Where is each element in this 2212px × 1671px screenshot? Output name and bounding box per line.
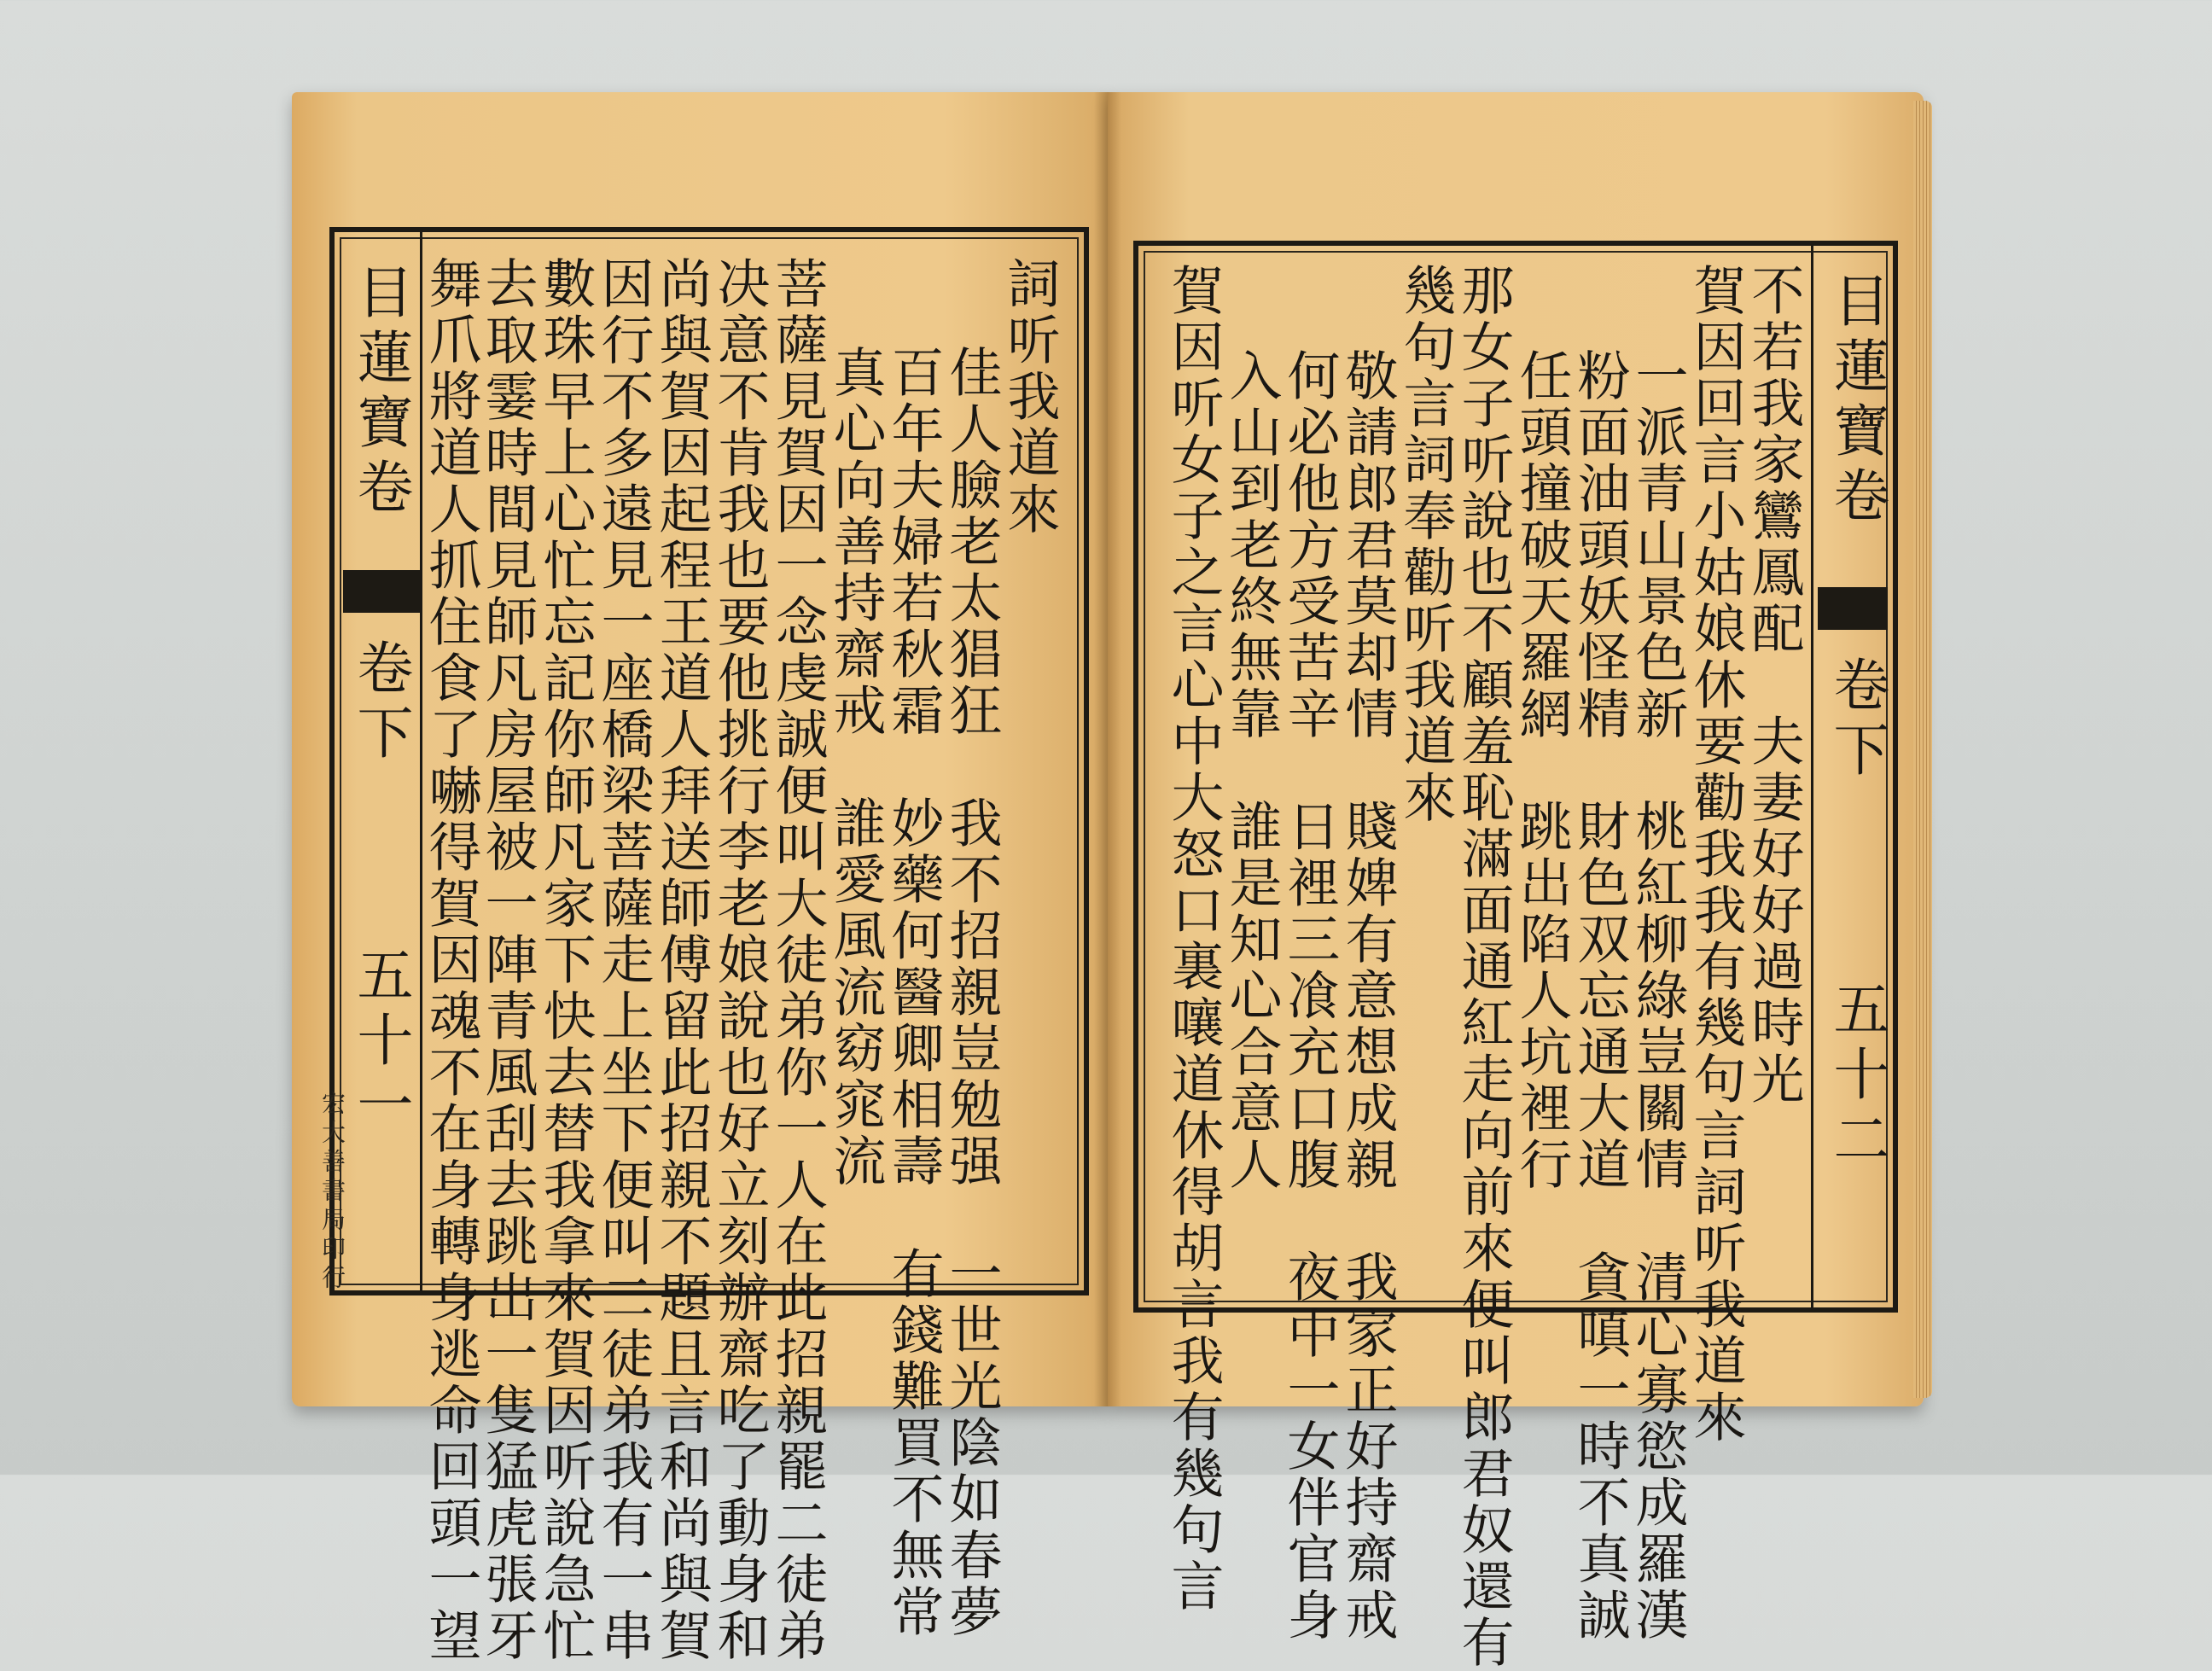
right-column: 敬請郎君莫却情 賤婢有意想成親 我家正好持齋戒 — [1336, 348, 1399, 1644]
left-gutter-volume: 卷下 — [347, 638, 413, 768]
right-column: 入山到老終無靠 誰是知心合意人 — [1220, 348, 1283, 1193]
right-column: 賀因回言小姑娘休要勸我我有幾句言詞听我道來 — [1685, 263, 1747, 1446]
left-column: 詞听我道來 — [998, 256, 1061, 538]
right-gutter-title: 目蓮寶卷 — [1824, 271, 1889, 531]
right-column: 粉面油頭妖怪精 財色双忘通大道 貪嗔一時不真誠 — [1569, 348, 1631, 1644]
left-column: 尚與賀因起程王道人拜送師傅留此招親不題且言和尚與賀 — [650, 256, 713, 1664]
right-column: 不若我家鸞鳳配 夫妻好好過時光 — [1743, 263, 1805, 1108]
right-column: 那女子听說也不顧羞恥滿面通紅走向前來便叫郎君奴還有 — [1452, 263, 1515, 1671]
right-gutter-rule — [1811, 246, 1813, 1307]
left-column: 真心向善持齋戒 誰愛風流窈窕流 — [824, 345, 887, 1190]
left-column: 因行不多遠見一座橋梁菩薩走上坐下便叫二徒弟我有一串 — [592, 256, 655, 1664]
right-column: 任頭撞破天羅網 跳出陷人坑裡行 — [1511, 348, 1573, 1193]
page-edges — [1913, 101, 1932, 1398]
left-column: 百年夫婦若秋霜 妙藥何醫卿相壽 有錢難買不無常 — [882, 345, 945, 1640]
right-column: 賀因听女子之言心中大怒口裏嚷道休得胡言我有幾句言 — [1162, 263, 1225, 1615]
right-column: 何必他方受苦辛 日裡三飡充口腹 夜中一女伴官身 — [1278, 348, 1341, 1644]
left-publisher: 宏大善書局印行 — [318, 1091, 346, 1294]
book-spine — [1094, 92, 1121, 1406]
left-column: 去取霎時間見師凡房屋被一陣青風刮去跳出一隻猛虎張牙 — [476, 256, 538, 1664]
open-book — [292, 92, 1924, 1671]
left-column: 舞爪將道人抓住食了嚇得賀因魂不在身轉身逃命回頭一望 — [420, 256, 482, 1664]
right-column: 幾句言詞奉勸听我道來 — [1394, 263, 1457, 826]
left-column: 數珠早上心忙忘記你師凡家下快去替我拿來賀因听說急忙 — [534, 256, 597, 1664]
right-gutter-volume: 卷下 — [1824, 655, 1889, 785]
right-fishtail-mark — [1818, 587, 1888, 630]
left-column: 决意不肯我也要他挑行李老娘說也好立刻辦齋吃了動身和 — [708, 256, 771, 1664]
left-column: 佳人臉老太猖狂 我不招親豈勉强 一世光陰如春夢 — [940, 345, 1003, 1640]
right-page-number: 五十二 — [1824, 980, 1889, 1174]
left-fishtail-mark — [343, 570, 420, 613]
left-column: 菩薩見賀因一念虔誠便叫大徒弟你一人在此招親罷二徒弟 — [766, 256, 829, 1664]
left-gutter-title: 目蓮寶卷 — [347, 263, 413, 522]
left-page-number: 五十一 — [347, 946, 413, 1140]
right-column: 一派青山景色新 桃紅柳綠豈關情 清心寡慾成羅漢 — [1627, 348, 1689, 1644]
